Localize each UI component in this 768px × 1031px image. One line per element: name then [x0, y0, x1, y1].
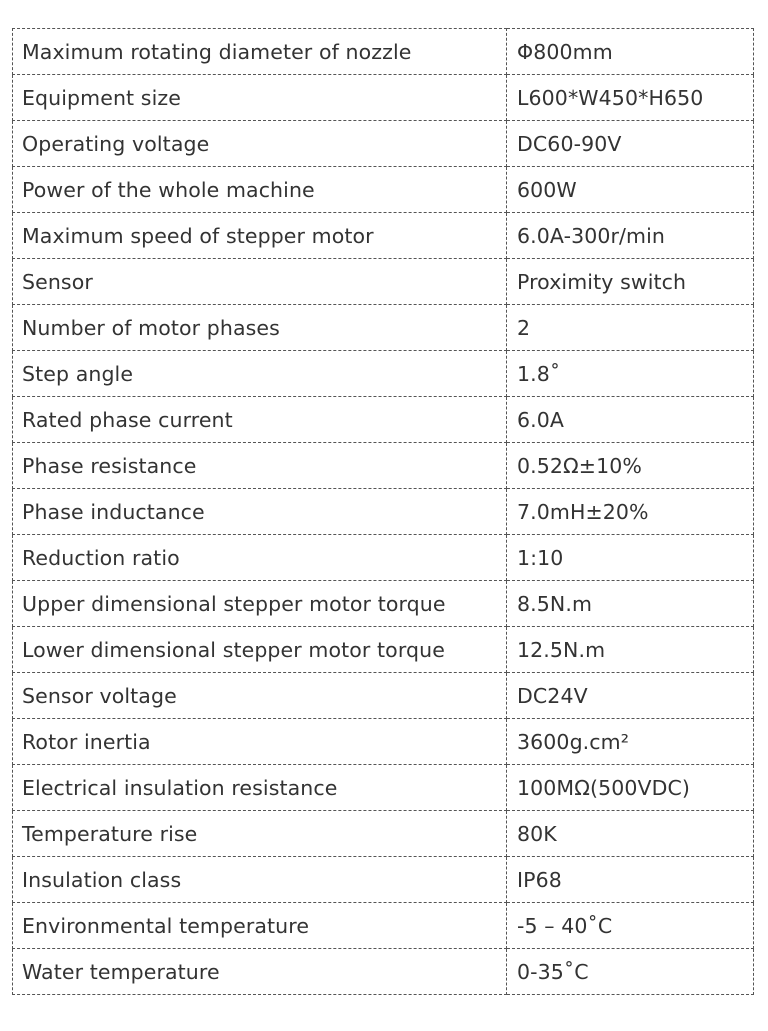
spec-label: Environmental temperature: [13, 903, 507, 949]
spec-value: Proximity switch: [507, 259, 754, 305]
specification-table-body: [13, 29, 754, 995]
table-row: [13, 903, 754, 949]
spec-label: Temperature rise: [13, 811, 507, 857]
spec-value: DC60-90V: [507, 121, 754, 167]
spec-label: Reduction ratio: [13, 535, 507, 581]
spec-label: Water temperature: [13, 949, 507, 995]
spec-label: Lower dimensional stepper motor torque: [13, 627, 507, 673]
spec-value: 6.0A: [507, 397, 754, 443]
spec-label: Number of motor phases: [13, 305, 507, 351]
table-row: [13, 627, 754, 673]
table-row: [13, 949, 754, 995]
table-row: [13, 719, 754, 765]
table-row: [13, 121, 754, 167]
table-row: [13, 857, 754, 903]
spec-label: Maximum rotating diameter of nozzle: [13, 29, 507, 75]
table-row: [13, 213, 754, 259]
table-row: [13, 351, 754, 397]
spec-value: 7.0mH±20%: [507, 489, 754, 535]
table-row: [13, 581, 754, 627]
spec-label: Sensor: [13, 259, 507, 305]
table-row: [13, 489, 754, 535]
table-row: [13, 29, 754, 75]
spec-label: Power of the whole machine: [13, 167, 507, 213]
spec-value: -5 – 40˚C: [507, 903, 754, 949]
spec-label: Upper dimensional stepper motor torque: [13, 581, 507, 627]
spec-value: IP68: [507, 857, 754, 903]
table-row: [13, 443, 754, 489]
spec-label: Equipment size: [13, 75, 507, 121]
spec-label: Insulation class: [13, 857, 507, 903]
spec-value: 80K: [507, 811, 754, 857]
spec-value: 1.8˚: [507, 351, 754, 397]
spec-label: Maximum speed of stepper motor: [13, 213, 507, 259]
spec-label: Operating voltage: [13, 121, 507, 167]
spec-value: 0.52Ω±10%: [507, 443, 754, 489]
spec-value: 12.5N.m: [507, 627, 754, 673]
table-row: [13, 765, 754, 811]
spec-label: Phase inductance: [13, 489, 507, 535]
spec-label: Phase resistance: [13, 443, 507, 489]
spec-label: Step angle: [13, 351, 507, 397]
table-row: [13, 397, 754, 443]
spec-value: Φ800mm: [507, 29, 754, 75]
spec-value: 3600g.cm²: [507, 719, 754, 765]
spec-value: 6.0A-300r/min: [507, 213, 754, 259]
spec-value: 1:10: [507, 535, 754, 581]
spec-value: L600*W450*H650: [507, 75, 754, 121]
table-row: [13, 305, 754, 351]
table-row: [13, 535, 754, 581]
spec-label: Rated phase current: [13, 397, 507, 443]
spec-value: 2: [507, 305, 754, 351]
spec-label: Sensor voltage: [13, 673, 507, 719]
spec-label: Rotor inertia: [13, 719, 507, 765]
table-row: [13, 673, 754, 719]
spec-value: 100MΩ(500VDC): [507, 765, 754, 811]
table-row: [13, 167, 754, 213]
spec-value: 8.5N.m: [507, 581, 754, 627]
spec-value: 0-35˚C: [507, 949, 754, 995]
spec-value: 600W: [507, 167, 754, 213]
specification-table: [12, 28, 754, 995]
spec-value: DC24V: [507, 673, 754, 719]
table-row: [13, 75, 754, 121]
table-row: [13, 259, 754, 305]
table-row: [13, 811, 754, 857]
spec-label: Electrical insulation resistance: [13, 765, 507, 811]
